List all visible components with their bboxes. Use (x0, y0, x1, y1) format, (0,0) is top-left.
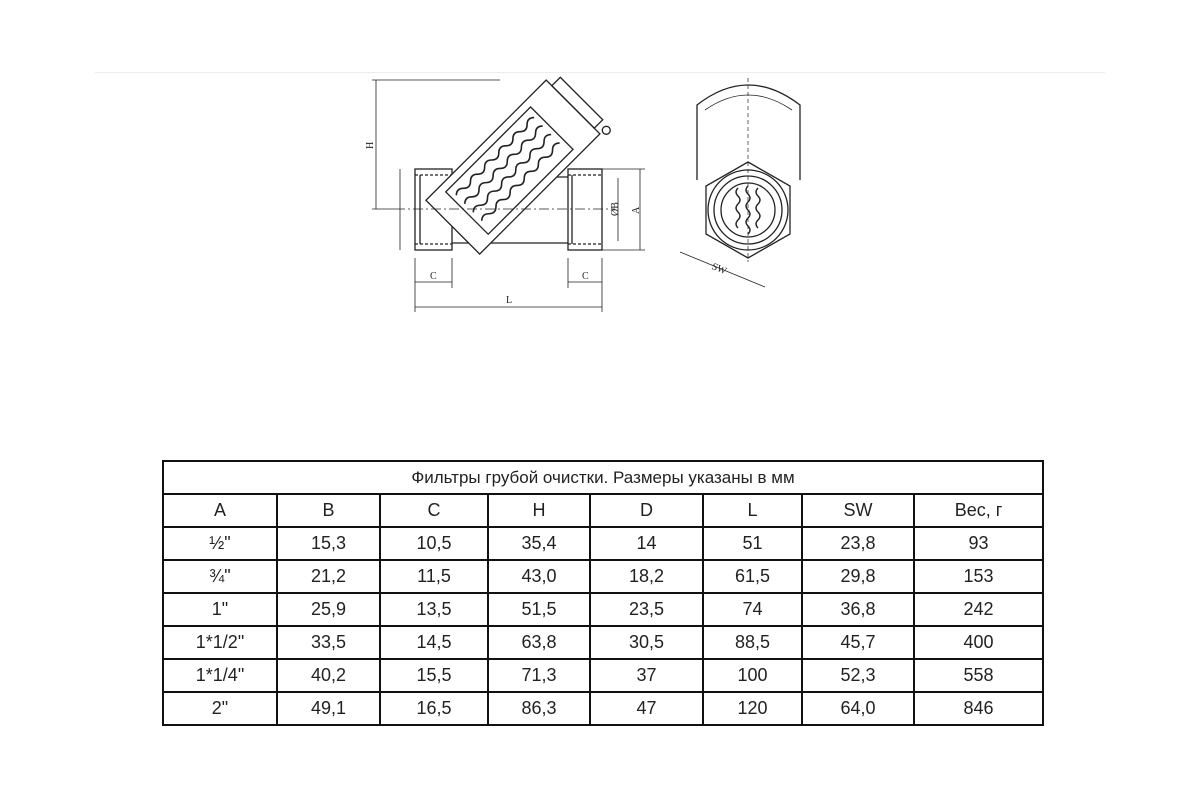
table-cell: 63,8 (488, 626, 590, 659)
table-cell: 30,5 (590, 626, 703, 659)
table-cell: 14 (590, 527, 703, 560)
table-cell: 242 (914, 593, 1043, 626)
dim-label-h: H (365, 141, 376, 149)
table-cell: 37 (590, 659, 703, 692)
table-cell: ½" (163, 527, 277, 560)
table-cell: 2" (163, 692, 277, 725)
table-cell: 846 (914, 692, 1043, 725)
table-row (163, 593, 1043, 626)
table-row (163, 659, 1043, 692)
table-cell: 23,5 (590, 593, 703, 626)
header-c: C (380, 494, 488, 527)
table-cell: 11,5 (380, 560, 488, 593)
table-row (163, 626, 1043, 659)
table-cell: 1*1/2" (163, 626, 277, 659)
table-cell: 49,1 (277, 692, 380, 725)
table-cell: 23,8 (802, 527, 914, 560)
dim-label-c-right: C (582, 271, 589, 282)
table-cell: 33,5 (277, 626, 380, 659)
table-title: Фильтры грубой очистки. Размеры указаны в мм (163, 461, 1043, 494)
table-cell: 36,8 (802, 593, 914, 626)
table-cell: 100 (703, 659, 802, 692)
table-cell: 40,2 (277, 659, 380, 692)
table-cell: 52,3 (802, 659, 914, 692)
table-cell: 74 (703, 593, 802, 626)
header-d: D (590, 494, 703, 527)
table-cell: 51 (703, 527, 802, 560)
table-cell: 1" (163, 593, 277, 626)
table-cell: 45,7 (802, 626, 914, 659)
table-row (163, 692, 1043, 725)
table-cell: 71,3 (488, 659, 590, 692)
header-a: A (163, 494, 277, 527)
table-cell: 64,0 (802, 692, 914, 725)
dim-label-sw: SW (709, 261, 728, 278)
header-sw: SW (802, 494, 914, 527)
table-cell: 558 (914, 659, 1043, 692)
table-cell: 13,5 (380, 593, 488, 626)
table-row (163, 527, 1043, 560)
table-cell: 16,5 (380, 692, 488, 725)
side-view (365, 72, 645, 312)
table-cell: 153 (914, 560, 1043, 593)
table-cell: 61,5 (703, 560, 802, 593)
front-view (680, 78, 800, 287)
table-cell: 25,9 (277, 593, 380, 626)
table-cell: 43,0 (488, 560, 590, 593)
table-row (163, 560, 1043, 593)
table-cell: 15,3 (277, 527, 380, 560)
dim-label-l: L (506, 295, 513, 306)
table-cell: 120 (703, 692, 802, 725)
dim-label-c-left: C (430, 271, 437, 282)
table-cell: 86,3 (488, 692, 590, 725)
table-cell: 400 (914, 626, 1043, 659)
dim-label-b: ØB (610, 202, 621, 216)
table-cell: 51,5 (488, 593, 590, 626)
table-cell: 14,5 (380, 626, 488, 659)
table-cell: 1*1/4" (163, 659, 277, 692)
header-weight: Вес, г (914, 494, 1043, 527)
header-b: B (277, 494, 380, 527)
table-cell: 21,2 (277, 560, 380, 593)
table-cell: 47 (590, 692, 703, 725)
table-cell: ¾" (163, 560, 277, 593)
table-cell: 10,5 (380, 527, 488, 560)
table-header-row (163, 494, 1043, 527)
table-cell: 35,4 (488, 527, 590, 560)
dimensions-table (162, 460, 1044, 726)
table-cell: 29,8 (802, 560, 914, 593)
header-h: H (488, 494, 590, 527)
table-cell: 18,2 (590, 560, 703, 593)
table-title-row (163, 461, 1043, 494)
header-l: L (703, 494, 802, 527)
table-cell: 93 (914, 527, 1043, 560)
table-cell: 15,5 (380, 659, 488, 692)
table-cell: 88,5 (703, 626, 802, 659)
dim-label-a: A (631, 206, 642, 214)
